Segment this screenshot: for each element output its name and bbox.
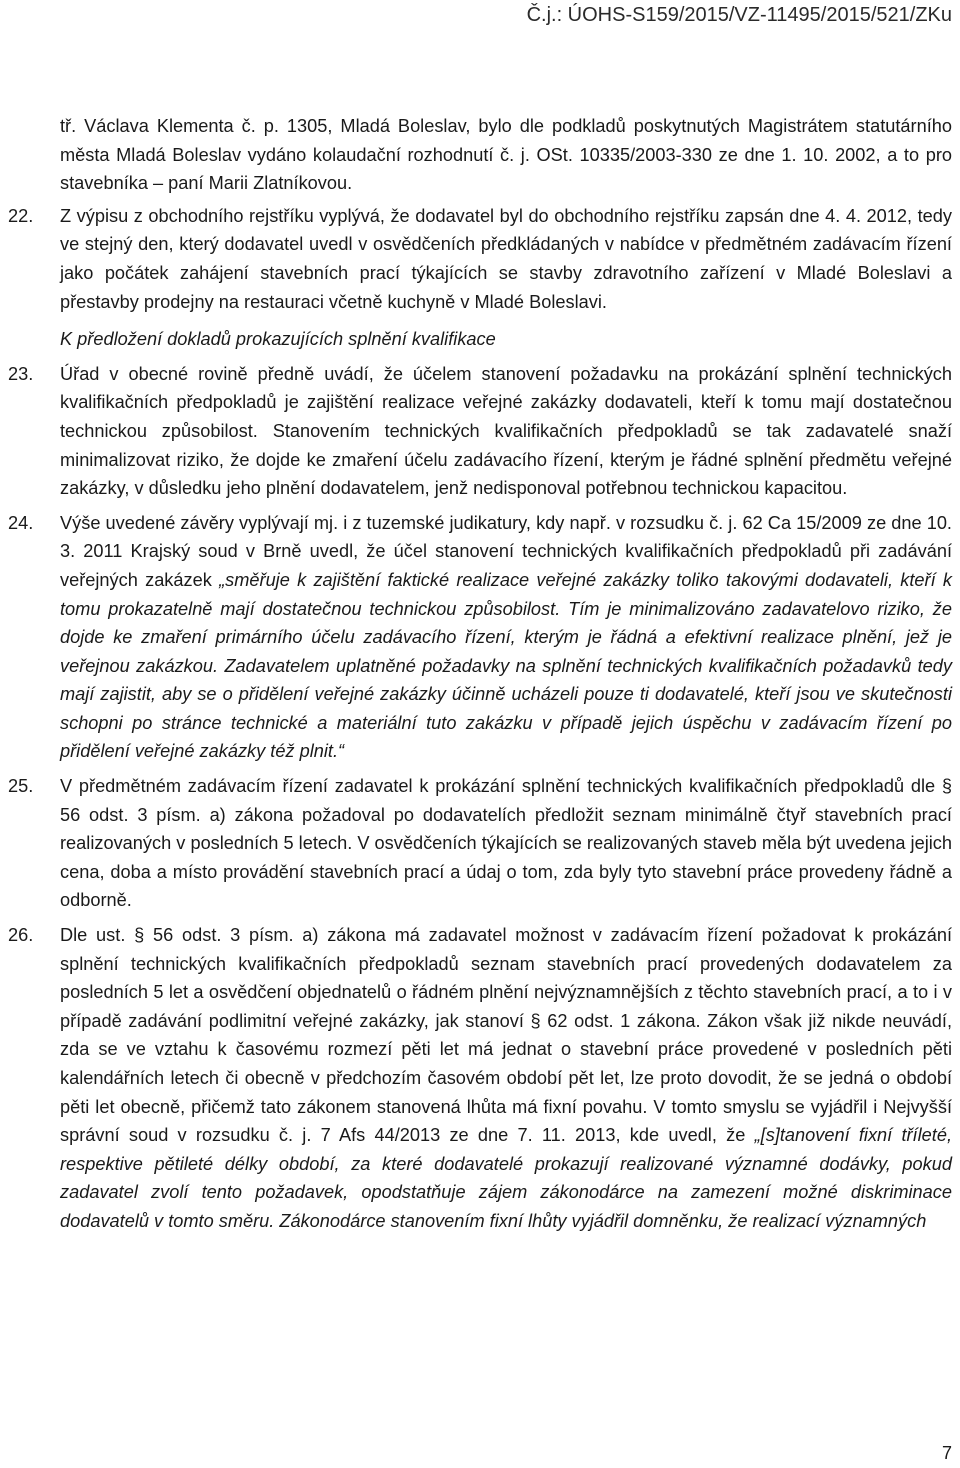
paragraph-number: 26. [8,925,34,946]
paragraph-number: 25. [8,776,34,797]
paragraph-text-intro: Výše uvedené závěry vyplývají mj. i z tuzemské judikatury, kdy např. v rozsudku č. j. 62 Ca 15/2009 ze dne 10. 3. 2011 Krajský soud v Brně uvedl, že účel stanovení technických kvalifikačních předpokladů při zadávání veřejných zakázek [60,512,952,590]
paragraph-text: Z výpisu z obchodního rejstříku vyplývá, že dodavatel byl do obchodního rejstříku zapsán dne 4. 4. 2012, tedy ve stejný den, který dodavatel uvedl v osvědčeních předkládaných v nabídce v předmětném zadávacím řízení jako počátek zahájení stavebních prací týkajících se stavby zdravotního zařízení v Mladé Boleslavi a přestavby prodejny na restauraci včetně kuchyně v Mladé Boleslavi. [60,205,952,312]
paragraph-21-continuation [0,112,960,198]
paragraph-text: Úřad v obecné rovině předně uvádí, že účelem stanovení požadavku na prokázání splnění technických kvalifikačních předpokladů je zajištění realizace veřejné zakázky dodavateli, kteří k tomu mají dostatečnou technickou způsobilost. Stanovením technických kvalifikačních předpokladů se tak zadavatelé snaží minimalizovat riziko, že dojde ke zmaření účelu zadávacího řízení, kterým je řádné splnění předmětu veřejné zakázky, v důsledku jeho plnění dodavatelem, jenž nedisponoval potřebnou technickou kapacitou. [60,363,952,499]
paragraph-text: tř. Václava Klementa č. p. 1305, Mladá Boleslav, bylo dle podkladů poskytnutých Magistrátem statutárního města Mladá Boleslav vydáno kolaudační rozhodnutí č. j. OSt. 10335/2003-330 ze dne 1. 10. 2002, a to pro stavebníka – paní Marii Zlatníkovou. [60,116,952,194]
paragraph-number: 24. [8,512,34,533]
paragraph-25 [0,772,960,915]
paragraph-22 [0,202,960,316]
paragraph-number: 23. [8,363,34,384]
paragraph-text [60,921,952,1236]
paragraph-26 [0,921,960,1236]
court-quote: „směřuje k zajištění faktické realizace veřejné zakázky toliko takovými dodavateli, kteří k tomu prokazatelně mají dostatečnou technickou způsobilost. Tím je minimalizováno zadavatelovo riziko, že dojde ke zmaření primárního účelu zadávacího řízení, kterým je řádná a efektivní realizace plnění, jež je veřejnou zakázkou. Zadavatelem uplatněné požadavky na splnění technických kvalifikačních požadavků tedy mají zajistit, aby se o přidělení veřejné zakázky účinně ucházeli pouze ti dodavatelé, kteří jsou ve skutečnosti schopni po stránce technické a materiální tuto zakázku v případě jejich úspěchu v zadávacím řízení po přidělení veřejné zakázky též plnit.“ [60,569,952,762]
page-number: 7 [941,1443,952,1463]
paragraph-text: V předmětném zadávacím řízení zadavatel k prokázání splnění technických kvalifikačních předpokladů dle § 56 odst. 3 písm. a) zákona požadoval po dodavatelích předložit seznam minimálně čtyř stavebních prací realizovaných v posledních 5 letech. V osvědčeních týkajících se realizovaných staveb měla být uvedena jejich cena, doba a místo provádění stavebních prací a údaj o tom, zda byly tyto stavební práce provedeny řádně a odborně. [60,776,952,911]
court-quote: „[s]tanovení fixní tříleté, respektive pětileté délky období, za které dodavatelé prokazují realizované významné dodávky, pokud zadavatel zvolí tento požadavek, opodstatňuje zájem zákonodárce na zamezení možné diskriminace dodavatelů v tomto směru. Zákonodárce stanovením fixní lhůty vyjádřil domněnku, že realizací významných [60,1125,952,1231]
paragraph-text-intro: Dle ust. § 56 odst. 3 písm. a) zákona má zadavatel možnost v zadávacím řízení požadovat k prokázání splnění technických kvalifikačních předpokladů seznam stavebních prací provedených dodavatelem za posledních 5 let a osvědčení objednatelů o řádném plnění nejvýznamnějších z těchto stavebních prací, a to i v případě zadávání podlimitní veřejné zakázky, jak stanoví § 62 odst. 1 zákona. Zákon však již nikde neuvádí, zda se ve vztahu k časovému rozmezí pěti let má jednat o stavební práce provedené v posledních pěti kalendářních letech či obecně v předchozím časovém období pět let, lze proto dovodit, že se jedná o období pěti let obecně, přičemž tato zákonem stanovená lhůta má fixní povahu. V tomto smyslu se vyjádřil i Nejvyšší správní soud v rozsudku č. j. 7 Afs 44/2013 ze dne 7. 11. 2013, kde uvedl, že [60,925,952,1146]
section-subheading: K předložení dokladů prokazujících splnění kvalifikace [60,329,496,350]
document-page [0,112,960,1236]
document-reference-header: Č.j.: ÚOHS-S159/2015/VZ-11495/2015/521/ZKu [526,4,952,26]
paragraph-23 [0,360,960,503]
paragraph-text [60,509,952,766]
paragraph-number: 22. [8,205,34,226]
paragraph-24 [0,509,960,766]
